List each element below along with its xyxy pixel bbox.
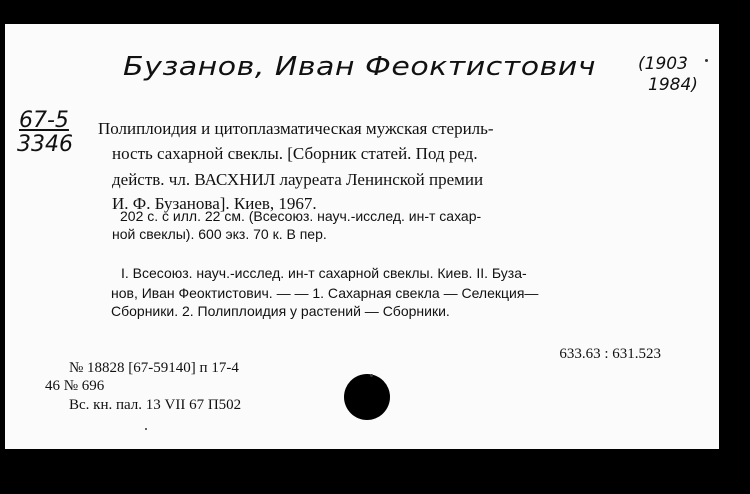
shelfmark-line-1: 67-5 <box>19 108 69 133</box>
subject-line-1: I. Всесоюз. науч.-исслед. ин-т сахарной свеклы. Киев. II. Буза- <box>121 265 527 281</box>
ink-speck <box>145 428 147 430</box>
ink-speck <box>370 374 373 377</box>
catalog-card <box>5 24 719 449</box>
collation-line-2: ной свеклы). 600 экз. 70 к. В пер. <box>112 226 327 242</box>
collation-line-1: 202 с. с илл. 22 см. (Всесоюз. науч.-исслед. ин-т сахар- <box>120 208 482 224</box>
accession-line-2: 46 № 696 <box>45 378 105 394</box>
title-line-3: действ. чл. ВАСХНИЛ лауреата Ленинской премии <box>112 170 484 189</box>
subject-line-3: Сборники. 2. Полиплоидия у растений — Сборники. <box>111 303 450 319</box>
accession-line-3: Вс. кн. пал. 13 VII 67 П502 <box>69 397 242 413</box>
accession-line-1: № 18828 [67-59140] п 17-4 <box>69 360 239 376</box>
subject-line-2: нов, Иван Феоктистович. — — 1. Сахарная свекла — Селекция— <box>111 285 539 301</box>
title-line-2: ность сахарной свеклы. [Сборник статей. Под ред. <box>112 144 478 163</box>
udc-classification: 633.63 : 631.523 <box>559 346 661 362</box>
author-years-line-1: (1903 <box>638 54 688 74</box>
ink-speck <box>705 59 708 62</box>
author-handwritten: Бузанов, Иван Феоктистович <box>123 52 597 82</box>
author-years-line-2: 1984) <box>648 75 698 95</box>
card-punch-hole <box>344 374 390 420</box>
shelfmark-line-2: 3346 <box>17 132 73 157</box>
title-line-1: Полиплоидия и цитоплазматическая мужская стериль- <box>98 119 494 138</box>
title-line-4: И. Ф. Бузанова]. Киев, 1967. <box>112 194 317 213</box>
